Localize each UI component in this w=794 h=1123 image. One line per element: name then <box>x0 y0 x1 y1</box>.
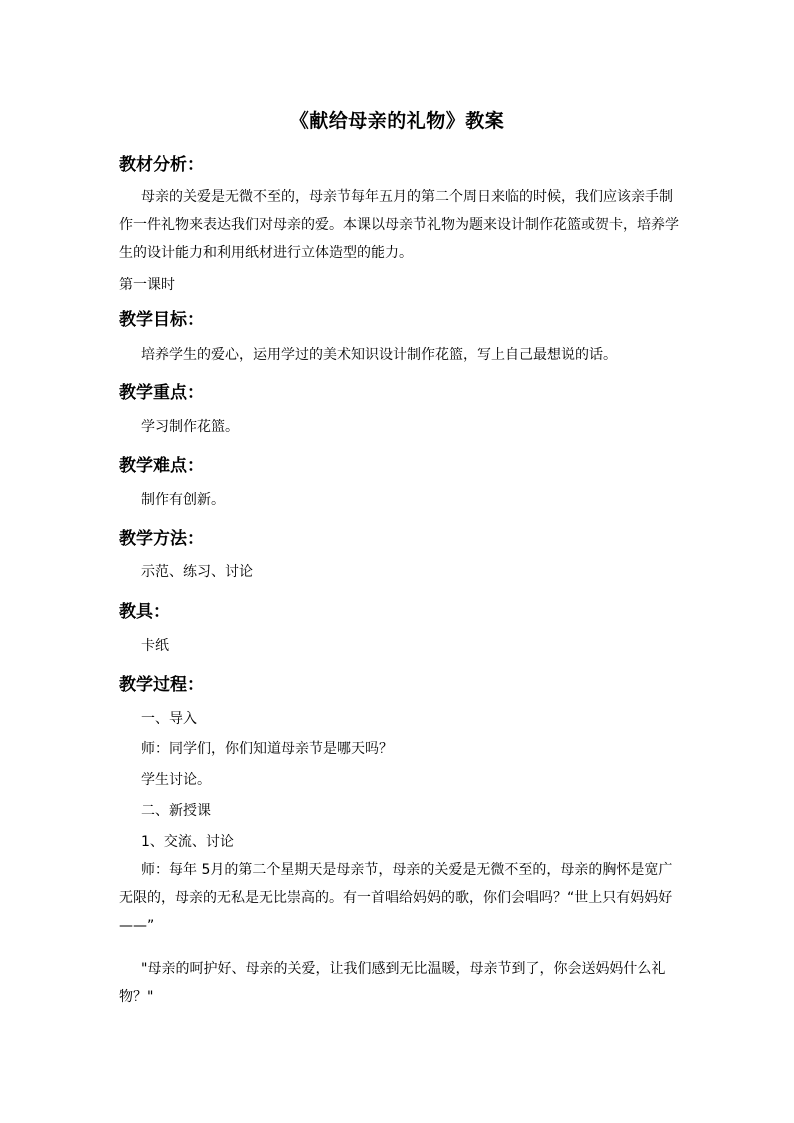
heading-difficult-point: 教学难点： <box>119 456 204 476</box>
process-student-discussion: 学生讨论。 <box>141 772 211 788</box>
lesson-label: 第一课时 <box>119 277 175 293</box>
text-key-point: 学习制作花篮。 <box>141 419 239 435</box>
process-new-lesson: 二、新授课 <box>141 803 211 819</box>
process-teacher-speech: 师：每年 5月的第二个星期天是母亲节，母亲的关爱是无微不至的，母亲的胸怀是宽广无限的，母亲的无私是无比崇高的。有一首唱给妈妈的歌，你们会唱吗？“世上只有妈妈好——” <box>119 862 673 934</box>
heading-material-analysis: 教材分析： <box>119 155 204 175</box>
heading-teaching-goal: 教学目标： <box>119 310 204 330</box>
text-difficult-point: 制作有创新。 <box>141 492 225 508</box>
heading-key-point: 教学重点： <box>119 383 204 403</box>
text-teaching-goal: 培养学生的爱心，运用学过的美术知识设计制作花篮，写上自己最想说的话。 <box>141 347 617 363</box>
process-intro: 一、导入 <box>141 711 197 727</box>
process-teacher-quote: "母亲的呵护好、母亲的关爱，让我们感到无比温暖，母亲节到了，你会送妈妈什么礼物？" <box>119 961 666 1005</box>
process-teacher-question: 师：同学们，你们知道母亲节是哪天吗？ <box>141 741 393 757</box>
heading-teaching-aids: 教具： <box>119 602 170 622</box>
text-teaching-method: 示范、练习、讨论 <box>141 564 253 580</box>
heading-teaching-process: 教学过程： <box>119 675 204 695</box>
process-exchange-discuss: 1、交流、讨论 <box>141 834 234 850</box>
document-title: 《献给母亲的礼物》教案 <box>289 110 505 132</box>
heading-teaching-method: 教学方法： <box>119 529 204 549</box>
text-teaching-aids: 卡纸 <box>141 638 169 654</box>
paragraph-material-analysis: 母亲的关爱是无微不至的，母亲节每年五月的第二个周日来临的时候，我们应该亲手制作一件礼物来表达我们对母亲的爱。本课以母亲节礼物为题来设计制作花篮或贺卡，培养学生的设计能力和利用纸材进行立体造型的能力。 <box>119 189 679 261</box>
